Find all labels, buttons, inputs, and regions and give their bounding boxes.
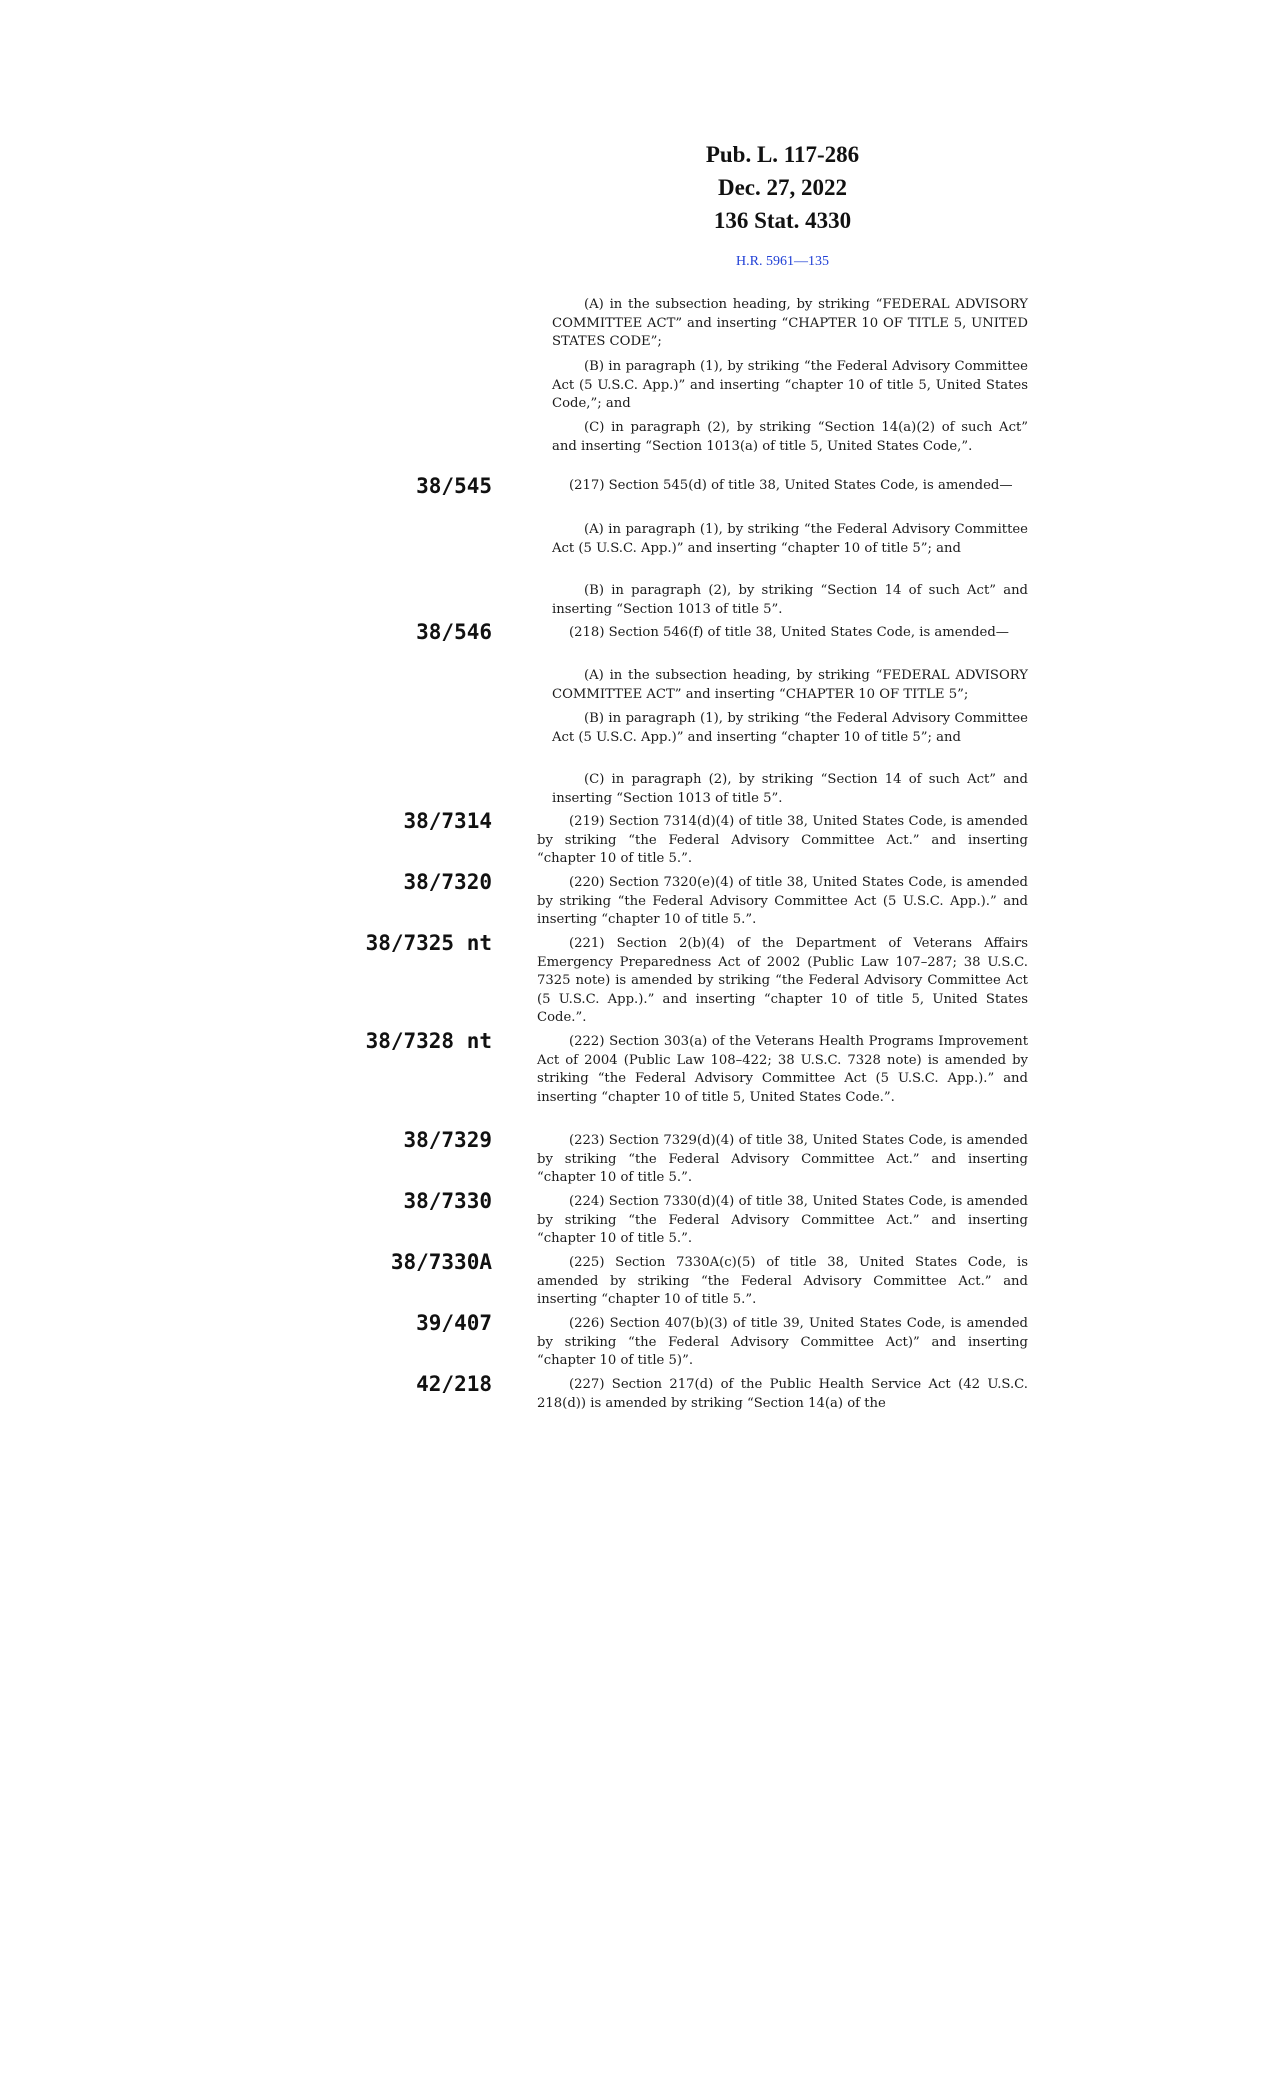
paragraph-216-a: (A) in the subsection heading, by striking “FEDERAL ADVISORY COMMITTEE ACT” and inserting “CHAPTER 10 OF TITLE 5, UNITED STATES CODE”; (552, 297, 1028, 350)
paragraph-223: (223) Section 7329(d)(4) of title 38, United States Code, is amended by striking “the Federal Advisory Committee Act.” and inserting “chapter 10 of title 5.”. (537, 1133, 1028, 1186)
margin-note-221: 38/7325 nt (365, 931, 492, 955)
paragraph-218-c: (C) in paragraph (2), by striking “Section 14 of such Act” and inserting “Section 1013 of title 5”. (552, 772, 1028, 806)
paragraph-224: (224) Section 7330(d)(4) of title 38, United States Code, is amended by striking “the Federal Advisory Committee Act.” and inserting “chapter 10 of title 5.”. (537, 1194, 1028, 1247)
paragraph-216-c: (C) in paragraph (2), by striking “Section 14(a)(2) of such Act” and inserting “Section 1013(a) of title 5, United States Code,”. (552, 420, 1028, 454)
paragraph-216-b: (B) in paragraph (1), by striking “the Federal Advisory Committee Act (5 U.S.C. App.)” and inserting “chapter 10 of title 5, United States Code,”; and (552, 359, 1028, 412)
paragraph-219: (219) Section 7314(d)(4) of title 38, United States Code, is amended by striking “the Federal Advisory Committee Act.” and inserting “chapter 10 of title 5.”. (537, 814, 1028, 867)
enactment-date: Dec. 27, 2022 (717, 175, 848, 200)
paragraph-227: (227) Section 217(d) of the Public Health Service Act (42 U.S.C. 218(d)) is amended by striking “Section 14(a) of the (537, 1377, 1028, 1411)
bill-reference-link[interactable]: H.R. 5961—135 (736, 254, 829, 269)
paragraph-218-b: (B) in paragraph (1), by striking “the Federal Advisory Committee Act (5 U.S.C. App.)” and inserting “chapter 10 of title 5”; and (552, 711, 1028, 745)
margin-note-224: 38/7330 (403, 1189, 492, 1213)
public-law-number: Pub. L. 117-286 (705, 142, 860, 167)
paragraph-217: (217) Section 545(d) of title 38, United States Code, is amended— (569, 478, 1013, 493)
margin-note-223: 38/7329 (403, 1128, 492, 1152)
page-header (0, 138, 1273, 270)
margin-note-219: 38/7314 (403, 809, 492, 833)
paragraph-217-b: (B) in paragraph (2), by striking “Section 14 of such Act” and inserting “Section 1013 of title 5”. (552, 583, 1028, 617)
paragraph-225: (225) Section 7330A(c)(5) of title 38, United States Code, is amended by striking “the Federal Advisory Committee Act.” and inserting “chapter 10 of title 5.”. (537, 1255, 1028, 1308)
margin-note-217: 38/545 (416, 474, 492, 498)
statute-page: 136 Stat. 4330 (713, 208, 852, 233)
paragraph-222: (222) Section 303(a) of the Veterans Health Programs Improvement Act of 2004 (Public Law 108–422; 38 U.S.C. 7328 note) is amended by striking “the Federal Advisory Committee Act (5 U.S.C. App.).” and inserting “chapter 10 of title 5, United States Code.”. (537, 1034, 1028, 1105)
margin-note-226: 39/407 (416, 1311, 492, 1335)
margin-note-222: 38/7328 nt (365, 1029, 492, 1053)
paragraph-217-a: (A) in paragraph (1), by striking “the Federal Advisory Committee Act (5 U.S.C. App.)” and inserting “chapter 10 of title 5”; and (552, 522, 1028, 556)
margin-note-225: 38/7330A (390, 1250, 492, 1274)
margin-note-227: 42/218 (416, 1372, 492, 1396)
margin-note-218: 38/546 (416, 620, 492, 644)
paragraph-220: (220) Section 7320(e)(4) of title 38, United States Code, is amended by striking “the Federal Advisory Committee Act (5 U.S.C. App.).” and inserting “chapter 10 of title 5.”. (537, 875, 1028, 928)
paragraph-218-a: (A) in the subsection heading, by striking “FEDERAL ADVISORY COMMITTEE ACT” and inserting “CHAPTER 10 OF TITLE 5”; (552, 668, 1028, 702)
paragraph-218: (218) Section 546(f) of title 38, United States Code, is amended— (569, 625, 1009, 640)
paragraph-226: (226) Section 407(b)(3) of title 39, United States Code, is amended by striking “the Federal Advisory Committee Act)” and inserting “chapter 10 of title 5)”. (537, 1316, 1028, 1369)
margin-note-220: 38/7320 (403, 870, 492, 894)
paragraph-221: (221) Section 2(b)(4) of the Department of Veterans Affairs Emergency Preparedness Act of 2002 (Public Law 107–287; 38 U.S.C. 7325 note) is amended by striking “the Federal Advisory Committee Act (5 U.S.C. App.).” and inserting “chapter 10 of title 5, United States Code.”. (537, 936, 1028, 1026)
